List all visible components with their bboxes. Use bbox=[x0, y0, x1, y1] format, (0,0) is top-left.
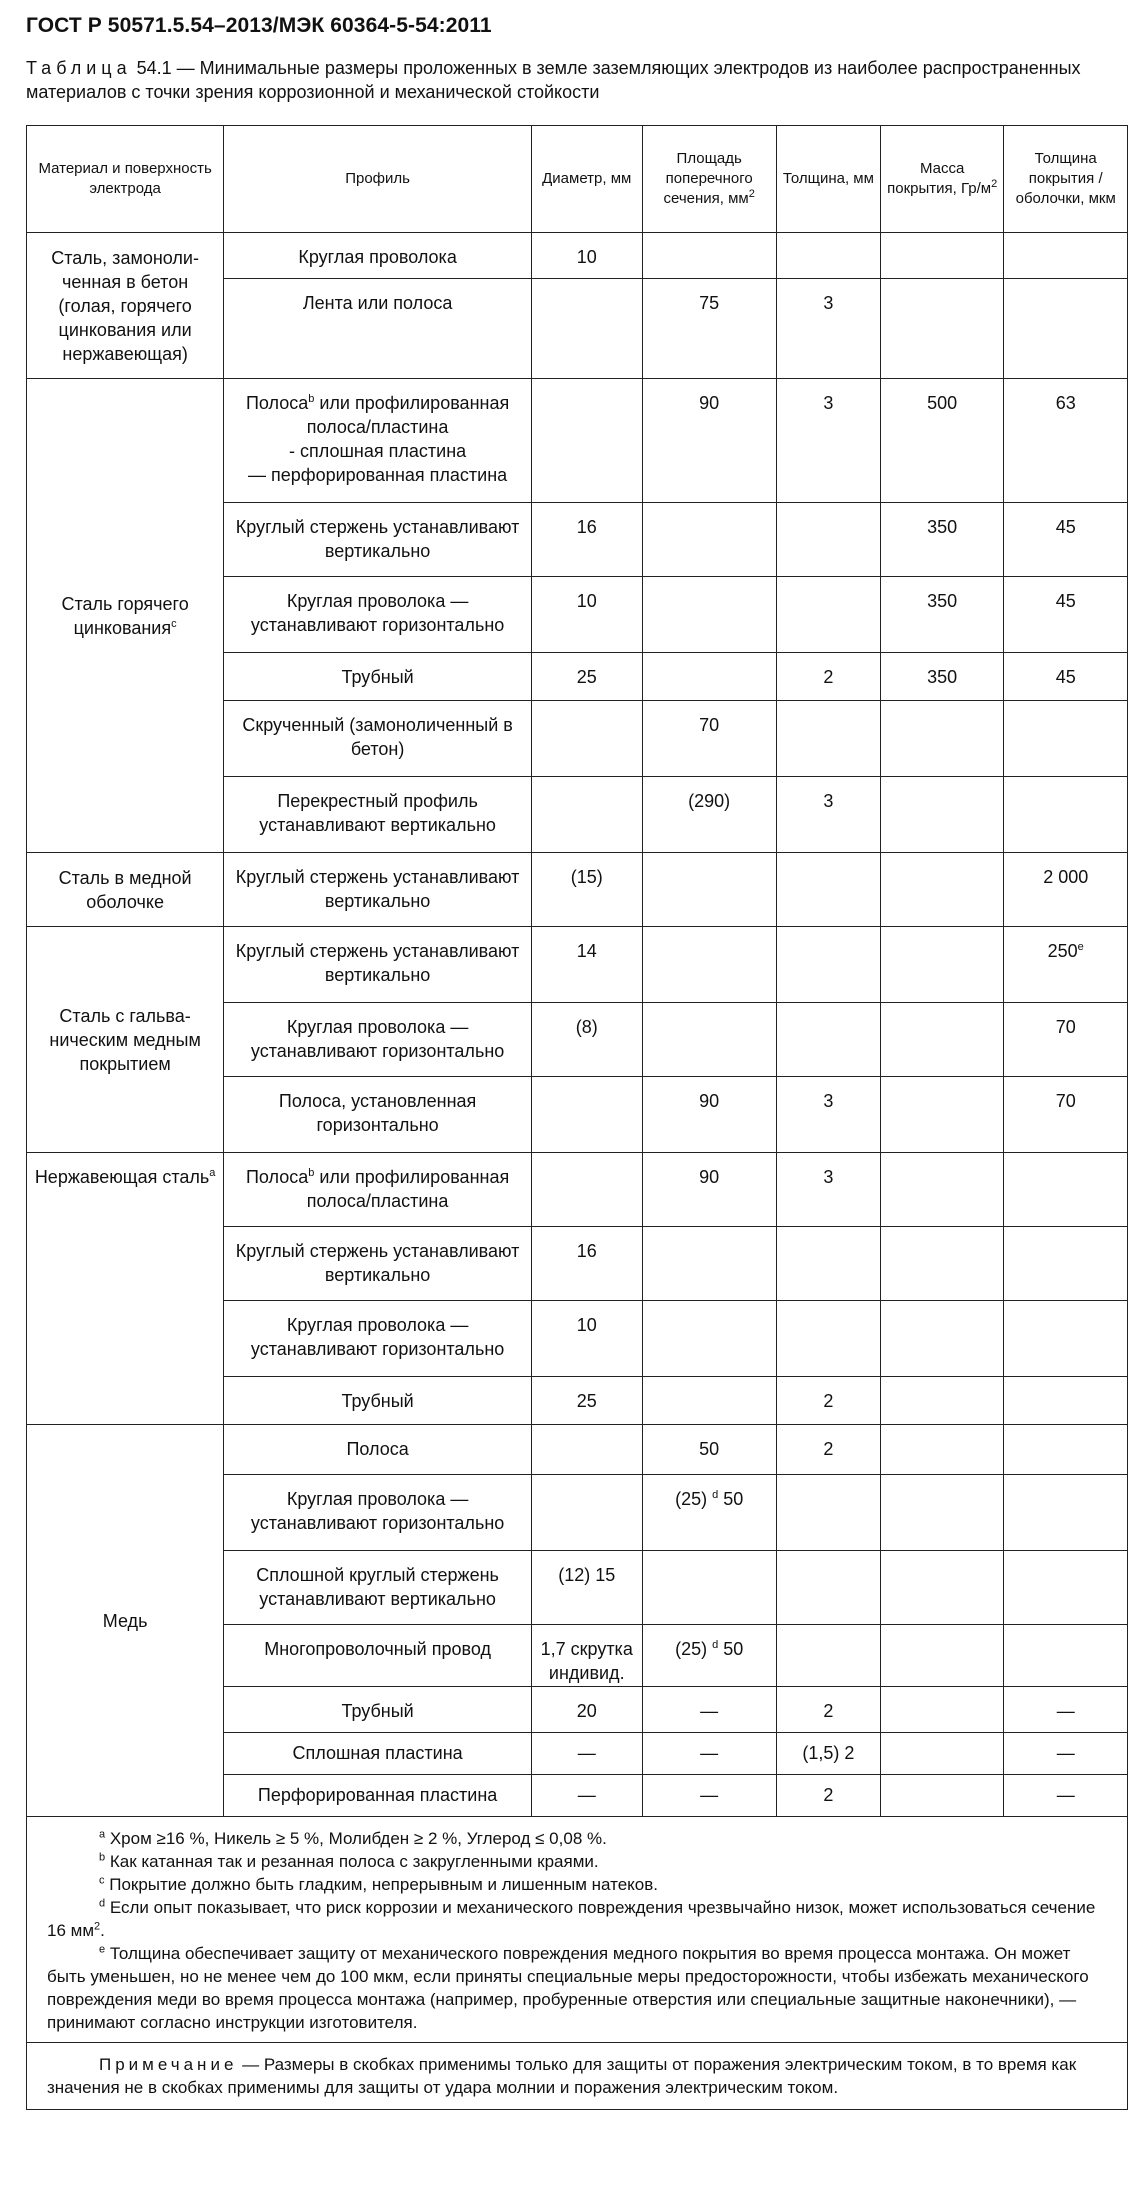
thickness-cell bbox=[776, 701, 880, 777]
profile-cell: Трубный bbox=[224, 653, 532, 701]
coating-cell bbox=[1004, 279, 1128, 379]
area-cell bbox=[642, 233, 776, 279]
material-cell: Сталь горячего цинкования$^c$ bbox=[27, 379, 224, 853]
profile-cell: Трубный bbox=[224, 1687, 532, 1733]
material-cell: Медь bbox=[27, 1425, 224, 1817]
mass-cell bbox=[880, 1775, 1004, 1817]
mass-cell bbox=[880, 1475, 1004, 1551]
diameter-cell bbox=[531, 1153, 642, 1227]
mass-cell bbox=[880, 279, 1004, 379]
diameter-cell: (8) bbox=[531, 1003, 642, 1077]
diameter-cell: 25 bbox=[531, 1377, 642, 1425]
thickness-cell bbox=[776, 1227, 880, 1301]
profile-cell: Круглый стержень устанавливают вертикально bbox=[224, 503, 532, 577]
col-area: Площадь поперечного сечения, $мм^2$ bbox=[642, 126, 776, 233]
table-caption bbox=[26, 56, 1102, 104]
footnotes-cell bbox=[27, 1817, 1128, 2043]
area-cell: 75 bbox=[642, 279, 776, 379]
thickness-cell: 3 bbox=[776, 379, 880, 503]
mass-cell bbox=[880, 777, 1004, 853]
mass-cell bbox=[880, 853, 1004, 927]
profile-cell: Круглый стержень устанавливают вертикально bbox=[224, 853, 532, 927]
thickness-cell: 2 bbox=[776, 1377, 880, 1425]
thickness-cell bbox=[776, 853, 880, 927]
coating-cell: — bbox=[1004, 1733, 1128, 1775]
diameter-cell bbox=[531, 701, 642, 777]
profile-cell: Круглая проволока — устанавливают горизонтально bbox=[224, 577, 532, 653]
remark-row bbox=[27, 2043, 1128, 2110]
area-cell: — bbox=[642, 1687, 776, 1733]
area-cell: (25) $^d$ 50 bbox=[642, 1625, 776, 1687]
profile-cell: Круглый стержень устанавливают вертикально bbox=[224, 927, 532, 1003]
table-row bbox=[27, 853, 1128, 927]
coating-cell bbox=[1004, 1227, 1128, 1301]
footnote-a: $^a$ Хром ≥16 %, Никель ≥ 5 %, Молибден ≥ 2 %, Углерод ≤ 0,08 %. bbox=[99, 1828, 607, 1848]
profile-cell: Многопроволочный провод bbox=[224, 1625, 532, 1687]
area-cell: 90 bbox=[642, 379, 776, 503]
area-cell bbox=[642, 1227, 776, 1301]
footnote-e: $^e$ Толщина обеспечивает защиту от механического повреждения медного покрытия во время процесса монтажа. Он может быть уменьшен, но не менее чем до 100 мкм, если приняты специальные меры предосторожности, чтобы избежать механического повреждения меди во время процесса монтажа (например, пробуренные отверстия или специальные защитные наконечники), — принимают согласно инструкции изготовителя. bbox=[47, 1943, 1089, 2032]
diameter-cell: 20 bbox=[531, 1687, 642, 1733]
area-cell: 90 bbox=[642, 1077, 776, 1153]
diameter-cell: 10 bbox=[531, 577, 642, 653]
mass-cell bbox=[880, 701, 1004, 777]
thickness-cell bbox=[776, 1003, 880, 1077]
electrode-table bbox=[26, 125, 1128, 2110]
remark-text: — Размеры в скобках применимы только для защиты от поражения электрическим током, в то время как значения не в скобках применимы для защиты от удара молнии и поражения электрическим током. bbox=[47, 2055, 1077, 2097]
profile-cell: Круглая проволока — устанавливают горизонтально bbox=[224, 1475, 532, 1551]
profile-cell: Скрученный (замоноличенный в бетон) bbox=[224, 701, 532, 777]
area-cell: (25) $^d$ 50 bbox=[642, 1475, 776, 1551]
profile-cell: Лента или полоса bbox=[224, 279, 532, 379]
col-mass: Масса покрытия, $Гр/м^2$ bbox=[880, 126, 1004, 233]
profile-cell: Полоса$^b$ или профилированная полоса/пластина bbox=[224, 1153, 532, 1227]
footnote-d: $^d$ Если опыт показывает, что риск коррозии и механического повреждения чрезвычайно низок, может использоваться сечение 16 $мм^2$. bbox=[47, 1897, 1096, 1940]
profile-cell: Круглая проволока — устанавливают горизонтально bbox=[224, 1301, 532, 1377]
mass-cell bbox=[880, 927, 1004, 1003]
thickness-cell bbox=[776, 927, 880, 1003]
coating-cell bbox=[1004, 777, 1128, 853]
footnotes-row bbox=[27, 1817, 1128, 2043]
profile-cell: Перфорированная пластина bbox=[224, 1775, 532, 1817]
coating-cell: 70 bbox=[1004, 1003, 1128, 1077]
diameter-cell: 14 bbox=[531, 927, 642, 1003]
thickness-cell: 2 bbox=[776, 1687, 880, 1733]
diameter-cell: 16 bbox=[531, 503, 642, 577]
thickness-cell: 3 bbox=[776, 1153, 880, 1227]
mass-cell: 350 bbox=[880, 577, 1004, 653]
coating-cell bbox=[1004, 1377, 1128, 1425]
area-cell bbox=[642, 1301, 776, 1377]
area-cell bbox=[642, 503, 776, 577]
coating-cell: 45 bbox=[1004, 653, 1128, 701]
coating-cell bbox=[1004, 1425, 1128, 1475]
area-cell bbox=[642, 1377, 776, 1425]
thickness-cell bbox=[776, 503, 880, 577]
coating-cell: 63 bbox=[1004, 379, 1128, 503]
diameter-cell: (12) 15 bbox=[531, 1551, 642, 1625]
coating-cell: 45 bbox=[1004, 503, 1128, 577]
profile-cell: Круглая проволока — устанавливают горизонтально bbox=[224, 1003, 532, 1077]
area-cell bbox=[642, 1551, 776, 1625]
material-cell: Сталь с гальваническим медным покрытием bbox=[27, 927, 224, 1153]
col-diameter: Диаметр, мм bbox=[531, 126, 642, 233]
material-cell: Сталь, замоноличенная в бетон (голая, горячего цинкования или нержавеющая) bbox=[27, 233, 224, 379]
thickness-cell bbox=[776, 577, 880, 653]
profile-cell: Полоса$^b$ или профилированная полоса/пластина - сплошная пластина — перфорированная пластина bbox=[224, 379, 532, 503]
diameter-cell bbox=[531, 379, 642, 503]
diameter-cell bbox=[531, 1425, 642, 1475]
coating-cell bbox=[1004, 1625, 1128, 1687]
coating-cell: 45 bbox=[1004, 577, 1128, 653]
coating-cell: 70 bbox=[1004, 1077, 1128, 1153]
profile-cell: Полоса, установленная горизонтально bbox=[224, 1077, 532, 1153]
thickness-cell bbox=[776, 1625, 880, 1687]
coating-cell bbox=[1004, 701, 1128, 777]
col-profile: Профиль bbox=[224, 126, 532, 233]
thickness-cell: 3 bbox=[776, 777, 880, 853]
coating-cell bbox=[1004, 1301, 1128, 1377]
mass-cell bbox=[880, 1625, 1004, 1687]
coating-cell bbox=[1004, 1551, 1128, 1625]
mass-cell bbox=[880, 1551, 1004, 1625]
table-row bbox=[27, 1425, 1128, 1475]
area-cell: (290) bbox=[642, 777, 776, 853]
area-cell: — bbox=[642, 1775, 776, 1817]
mass-cell bbox=[880, 1077, 1004, 1153]
diameter-cell: — bbox=[531, 1775, 642, 1817]
mass-cell: 500 bbox=[880, 379, 1004, 503]
area-cell bbox=[642, 1003, 776, 1077]
diameter-cell: 1,7 скрутка индивид. bbox=[531, 1625, 642, 1687]
profile-cell: Сплошной круглый стержень устанавливают вертикально bbox=[224, 1551, 532, 1625]
thickness-cell bbox=[776, 1301, 880, 1377]
remark-label: Примечание bbox=[99, 2055, 238, 2074]
document-header: ГОСТ Р 50571.5.54–2013/МЭК 60364-5-54:2011 bbox=[26, 14, 492, 37]
diameter-cell: 16 bbox=[531, 1227, 642, 1301]
profile-cell: Круглая проволока bbox=[224, 233, 532, 279]
mass-cell: 350 bbox=[880, 503, 1004, 577]
table-row bbox=[27, 1153, 1128, 1227]
mass-cell bbox=[880, 1425, 1004, 1475]
coating-cell: 2 000 bbox=[1004, 853, 1128, 927]
material-cell: Сталь в медной оболочке bbox=[27, 853, 224, 927]
area-cell bbox=[642, 653, 776, 701]
diameter-cell bbox=[531, 777, 642, 853]
thickness-cell: 3 bbox=[776, 1077, 880, 1153]
mass-cell: 350 bbox=[880, 653, 1004, 701]
coating-cell: 250e bbox=[1004, 927, 1128, 1003]
profile-cell: Перекрестный профиль устанавливают вертикально bbox=[224, 777, 532, 853]
caption-text: 54.1 — Минимальные размеры проложенных в земле заземляющих электродов из наиболее распространенных материалов с точки зрения коррозионной и механической стойкости bbox=[26, 58, 1081, 102]
diameter-cell bbox=[531, 1077, 642, 1153]
diameter-cell: 25 bbox=[531, 653, 642, 701]
thickness-cell: 2 bbox=[776, 653, 880, 701]
mass-cell bbox=[880, 1301, 1004, 1377]
header-row bbox=[27, 126, 1128, 233]
area-cell: 90 bbox=[642, 1153, 776, 1227]
diameter-cell bbox=[531, 1475, 642, 1551]
area-cell: 50 bbox=[642, 1425, 776, 1475]
profile-cell: Полоса bbox=[224, 1425, 532, 1475]
coating-cell bbox=[1004, 233, 1128, 279]
profile-cell: Трубный bbox=[224, 1377, 532, 1425]
col-material: Материал и поверхность электрода bbox=[27, 126, 224, 233]
mass-cell bbox=[880, 1733, 1004, 1775]
profile-cell: Круглый стержень устанавливают вертикально bbox=[224, 1227, 532, 1301]
thickness-cell bbox=[776, 1551, 880, 1625]
area-cell bbox=[642, 577, 776, 653]
mass-cell bbox=[880, 1227, 1004, 1301]
mass-cell bbox=[880, 1003, 1004, 1077]
thickness-cell: (1,5) 2 bbox=[776, 1733, 880, 1775]
coating-cell bbox=[1004, 1153, 1128, 1227]
footnote-b: $^b$ Как катанная так и резанная полоса с закругленными краями. bbox=[99, 1851, 599, 1871]
diameter-cell: (15) bbox=[531, 853, 642, 927]
footnote-c: $^c$ Покрытие должно быть гладким, непрерывным и лишенным натеков. bbox=[99, 1874, 659, 1894]
remark-cell bbox=[27, 2043, 1128, 2110]
diameter-cell: 10 bbox=[531, 1301, 642, 1377]
thickness-cell: 3 bbox=[776, 279, 880, 379]
coating-cell: — bbox=[1004, 1687, 1128, 1733]
caption-prefix: Таблица bbox=[26, 58, 132, 78]
mass-cell bbox=[880, 1153, 1004, 1227]
material-cell: Нержавеющая сталь$^a$ bbox=[27, 1153, 224, 1425]
coating-cell: — bbox=[1004, 1775, 1128, 1817]
diameter-cell: — bbox=[531, 1733, 642, 1775]
thickness-cell bbox=[776, 233, 880, 279]
mass-cell bbox=[880, 1377, 1004, 1425]
col-coating: Толщина покрытия / оболочки, мкм bbox=[1004, 126, 1128, 233]
diameter-cell bbox=[531, 279, 642, 379]
table-row bbox=[27, 233, 1128, 279]
diameter-cell: 10 bbox=[531, 233, 642, 279]
col-thickness: Толщина, мм bbox=[776, 126, 880, 233]
table-row bbox=[27, 379, 1128, 503]
area-cell: — bbox=[642, 1733, 776, 1775]
mass-cell bbox=[880, 233, 1004, 279]
thickness-cell: 2 bbox=[776, 1425, 880, 1475]
thickness-cell bbox=[776, 1475, 880, 1551]
area-cell bbox=[642, 927, 776, 1003]
thickness-cell: 2 bbox=[776, 1775, 880, 1817]
mass-cell bbox=[880, 1687, 1004, 1733]
area-cell: 70 bbox=[642, 701, 776, 777]
coating-cell bbox=[1004, 1475, 1128, 1551]
area-cell bbox=[642, 853, 776, 927]
table-row bbox=[27, 927, 1128, 1003]
profile-cell: Сплошная пластина bbox=[224, 1733, 532, 1775]
